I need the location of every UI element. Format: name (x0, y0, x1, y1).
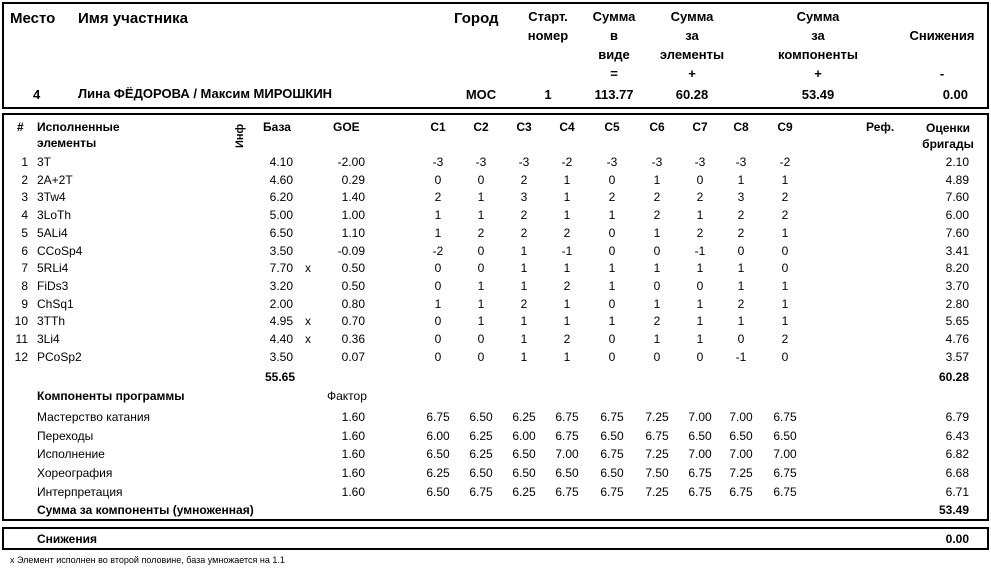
element-base: 4.10 (269, 155, 293, 169)
element-num: 3 (21, 190, 28, 205)
component-judge-score: 6.75 (555, 428, 579, 443)
component-judge-score: 6.75 (773, 466, 797, 481)
component-judge-score: 7.50 (645, 466, 669, 481)
component-judge-score: 7.00 (729, 410, 753, 424)
component-judge-score: 6.50 (469, 466, 493, 481)
component-judge-score: 6.75 (555, 484, 579, 499)
element-judge-score: 0 (781, 243, 789, 258)
component-factor: 1.60 (341, 410, 365, 424)
component-judge-score: 6.50 (512, 466, 536, 481)
element-judge-score: 2 (563, 278, 571, 293)
element-judge-score: 1 (653, 225, 661, 240)
element-name: CCoSp4 (37, 243, 83, 258)
element-judge-score: 0 (477, 332, 485, 346)
element-name: 5RLi4 (37, 261, 69, 276)
element-judge-score: 2 (520, 208, 528, 223)
element-judge-score: 1 (563, 190, 571, 205)
judge-header-8: С8 (733, 120, 749, 134)
element-judge-score: 0 (696, 172, 704, 187)
element-judge-score: 2 (608, 190, 616, 205)
element-goe: 0.29 (341, 172, 365, 187)
element-goe: 1.10 (341, 225, 365, 240)
element-judge-score: -1 (561, 243, 573, 258)
element-judge-score: 2 (781, 190, 789, 205)
components-total-label: Сумма за компоненты (умноженная) (37, 503, 254, 517)
component-judge-score: 7.25 (645, 484, 669, 499)
col-city-header: Город (454, 10, 499, 27)
element-judge-score: 1 (696, 332, 704, 346)
element-judge-score: 2 (737, 208, 745, 223)
element-judge-score: 0 (434, 261, 442, 276)
element-goe: -2.00 (337, 155, 365, 169)
element-judge-score: -3 (694, 155, 706, 169)
element-judge-score: 1 (696, 208, 704, 223)
element-judge-score: 0 (477, 172, 485, 187)
element-name: 3TTh (37, 314, 66, 329)
element-judge-score: 0 (653, 349, 661, 364)
element-name: 3Li4 (37, 332, 60, 346)
element-base: 6.20 (269, 190, 293, 205)
element-judge-score: 1 (434, 225, 442, 240)
element-panel-score: 7.60 (945, 190, 969, 205)
component-judge-score: 6.25 (512, 484, 536, 499)
element-judge-score: 1 (520, 349, 528, 364)
element-goe: 0.36 (341, 332, 365, 346)
element-judge-score: 2 (520, 172, 528, 187)
component-judge-score: 7.00 (555, 447, 579, 462)
element-judge-score: -3 (651, 155, 663, 169)
component-judge-score: 6.50 (512, 447, 536, 462)
element-judge-score: 3 (737, 190, 745, 205)
col-place-header: Место (10, 10, 56, 27)
component-judge-score: 6.50 (600, 466, 624, 481)
judge-header-4: С4 (559, 120, 575, 134)
deductions-value: 0.00 (945, 532, 969, 546)
component-judge-score: 6.50 (469, 410, 493, 424)
element-name: PCoSp2 (37, 349, 82, 364)
component-judge-score: 7.00 (729, 447, 753, 462)
element-judge-score: 2 (696, 190, 704, 205)
element-judge-score: 1 (520, 243, 528, 258)
component-factor: 1.60 (341, 466, 365, 481)
element-goe: 0.70 (341, 314, 365, 329)
component-judge-score: 6.25 (512, 410, 536, 424)
element-judge-score: 1 (737, 172, 745, 187)
element-name: ChSq1 (37, 296, 74, 311)
element-base: 3.50 (269, 349, 293, 364)
element-judge-score: -1 (694, 243, 706, 258)
element-num: 4 (21, 208, 28, 223)
element-judge-score: 1 (520, 278, 528, 293)
component-judge-score: 7.00 (688, 410, 712, 424)
components-total-score: 53.49 (938, 503, 969, 517)
element-judge-score: 0 (608, 332, 616, 346)
component-judge-score: 6.00 (512, 428, 536, 443)
element-judge-score: 0 (696, 278, 704, 293)
element-judge-score: 1 (653, 261, 661, 276)
element-name: FiDs3 (37, 278, 69, 293)
element-goe: 0.50 (341, 261, 365, 276)
judge-header-6: С6 (649, 120, 665, 134)
element-judge-score: 0 (434, 172, 442, 187)
competitor-city: МОС (465, 87, 497, 102)
element-judge-score: 1 (696, 261, 704, 276)
element-judge-score: 1 (563, 349, 571, 364)
component-judge-score: 6.25 (469, 447, 493, 462)
element-judge-score: -3 (735, 155, 747, 169)
element-judge-score: 0 (434, 349, 442, 364)
component-judge-score: 6.50 (773, 428, 797, 443)
judge-header-7: С7 (692, 120, 708, 134)
elements-col-base: База (263, 120, 291, 134)
element-judge-score: 1 (737, 278, 745, 293)
element-judge-score: 2 (563, 332, 571, 346)
element-num: 5 (21, 225, 28, 240)
element-judge-score: -2 (432, 243, 444, 258)
component-judge-score: 6.25 (469, 428, 493, 443)
element-panel-score: 8.20 (945, 261, 969, 276)
component-panel-score: 6.71 (945, 484, 969, 499)
element-judge-score: 1 (520, 261, 528, 276)
component-judge-score: 7.00 (773, 447, 797, 462)
elements-col-panel: Оценки бригады (922, 121, 974, 151)
component-judge-score: 6.50 (426, 484, 450, 499)
element-judge-score: 1 (477, 208, 485, 223)
element-judge-score: 0 (608, 349, 616, 364)
element-name: 3LoTh (37, 208, 72, 223)
judge-header-2: С2 (473, 120, 489, 134)
element-judge-score: 1 (608, 314, 616, 329)
element-goe: 0.07 (341, 349, 365, 364)
element-judge-score: 2 (653, 314, 661, 329)
element-judge-score: -3 (475, 155, 487, 169)
element-judge-score: 0 (477, 243, 485, 258)
element-base: 4.60 (269, 172, 293, 187)
element-judge-score: 1 (563, 314, 571, 329)
element-base: 4.95 (269, 314, 293, 329)
component-factor: 1.60 (341, 428, 365, 443)
element-judge-score: 1 (781, 225, 789, 240)
element-judge-score: 3 (520, 190, 528, 205)
element-judge-score: 0 (696, 349, 704, 364)
competitor-deductions: 0.00 (942, 87, 968, 102)
element-judge-score: 1 (563, 296, 571, 311)
element-judge-score: 0 (737, 243, 745, 258)
element-judge-score: 1 (737, 314, 745, 329)
component-judge-score: 6.50 (729, 428, 753, 443)
competitor-name: Лина ФЁДОРОВА / Максим МИРОШКИН (78, 86, 333, 101)
judge-header-5: С5 (604, 120, 620, 134)
element-judge-score: 1 (563, 172, 571, 187)
element-judge-score: -2 (561, 155, 573, 169)
element-judge-score: 1 (477, 278, 485, 293)
component-judge-score: 6.50 (688, 428, 712, 443)
element-panel-score: 6.00 (945, 208, 969, 223)
component-judge-score: 6.75 (688, 484, 712, 499)
element-panel-score: 2.80 (945, 296, 969, 311)
component-judge-score: 6.50 (600, 428, 624, 443)
element-judge-score: -3 (432, 155, 444, 169)
element-num: 2 (21, 172, 28, 187)
element-base: 2.00 (269, 296, 293, 311)
component-name: Мастерство катания (37, 410, 151, 424)
element-judge-score: 1 (563, 208, 571, 223)
component-judge-score: 6.50 (555, 466, 579, 481)
element-judge-score: 0 (653, 278, 661, 293)
element-judge-score: -1 (735, 349, 747, 364)
deductions-box (2, 527, 989, 550)
element-judge-score: 2 (434, 190, 442, 205)
element-judge-score: 1 (520, 332, 528, 346)
element-judge-score: 0 (608, 172, 616, 187)
element-judge-score: 1 (696, 314, 704, 329)
element-panel-score: 4.76 (945, 332, 969, 346)
col-name-header: Имя участника (78, 10, 189, 27)
component-judge-score: 7.00 (688, 447, 712, 462)
element-judge-score: 1 (781, 296, 789, 311)
element-num: 6 (21, 243, 28, 258)
element-judge-score: 0 (608, 296, 616, 311)
col-start-header: Старт. номер (527, 9, 569, 43)
col-deductions-header: Снижения - (909, 28, 975, 81)
component-panel-score: 6.68 (945, 466, 969, 481)
col-elements-header: Сумма за элементы + (659, 9, 725, 81)
element-panel-score: 5.65 (945, 314, 969, 329)
element-judge-score: 2 (696, 225, 704, 240)
element-judge-score: 1 (563, 261, 571, 276)
component-name: Переходы (37, 428, 94, 443)
element-num: 12 (14, 349, 28, 364)
element-info: x (305, 314, 311, 329)
component-judge-score: 6.75 (688, 466, 712, 481)
competitor-elements: 60.28 (675, 87, 709, 102)
element-info: x (305, 261, 311, 276)
element-judge-score: 2 (563, 225, 571, 240)
component-factor: 1.60 (341, 484, 365, 499)
element-judge-score: 1 (781, 278, 789, 293)
judge-header-1: С1 (430, 120, 446, 134)
component-judge-score: 7.25 (645, 410, 669, 424)
element-num: 11 (15, 332, 28, 346)
element-num: 9 (21, 296, 28, 311)
components-factor-header: Фактор (327, 389, 367, 403)
elements-col-goe: GOE (333, 120, 360, 134)
element-judge-score: 2 (737, 225, 745, 240)
element-base: 3.20 (269, 278, 293, 293)
element-judge-score: 0 (434, 278, 442, 293)
element-num: 8 (21, 278, 28, 293)
element-judge-score: 1 (737, 261, 745, 276)
element-judge-score: 1 (477, 314, 485, 329)
element-panel-score: 4.89 (945, 172, 969, 187)
component-factor: 1.60 (341, 447, 365, 462)
element-goe: 1.40 (341, 190, 365, 205)
element-judge-score: 2 (520, 225, 528, 240)
element-base: 4.40 (269, 332, 293, 346)
element-base: 5.00 (269, 208, 293, 223)
competitor-components: 53.49 (801, 87, 835, 102)
element-judge-score: 1 (653, 332, 661, 346)
component-judge-score: 6.25 (426, 466, 450, 481)
element-judge-score: 1 (477, 296, 485, 311)
judge-header-3: С3 (516, 120, 532, 134)
component-judge-score: 6.75 (600, 410, 624, 424)
element-judge-score: 1 (608, 208, 616, 223)
element-judge-score: 1 (434, 208, 442, 223)
deductions-label: Снижения (37, 532, 97, 546)
element-info: x (305, 332, 311, 346)
element-base: 3.50 (269, 243, 293, 258)
element-judge-score: 0 (608, 243, 616, 258)
judge-header-9: С9 (777, 120, 793, 134)
element-name: 5ALi4 (37, 225, 68, 240)
element-judge-score: -3 (518, 155, 530, 169)
element-judge-score: 0 (653, 243, 661, 258)
element-judge-score: 2 (781, 332, 789, 346)
element-base: 6.50 (269, 225, 293, 240)
element-panel-score: 7.60 (945, 225, 969, 240)
elements-col-ref: Реф. (866, 120, 895, 134)
element-judge-score: 0 (781, 261, 789, 276)
component-judge-score: 6.75 (469, 484, 493, 499)
component-name: Исполнение (37, 447, 105, 462)
element-num: 1 (21, 155, 28, 169)
element-judge-score: 1 (781, 314, 789, 329)
components-title: Компоненты программы (37, 389, 185, 403)
element-judge-score: 1 (434, 296, 442, 311)
element-judge-score: 1 (608, 278, 616, 293)
component-judge-score: 6.50 (426, 447, 450, 462)
element-judge-score: 1 (520, 314, 528, 329)
component-judge-score: 7.25 (729, 466, 753, 481)
element-judge-score: 2 (653, 190, 661, 205)
element-goe: 0.50 (341, 278, 365, 293)
elements-col-num: # (17, 120, 24, 134)
component-name: Хореография (37, 466, 113, 481)
element-judge-score: 0 (434, 314, 442, 329)
component-judge-score: 7.25 (645, 447, 669, 462)
element-panel-score: 3.70 (945, 278, 969, 293)
element-judge-score: 0 (737, 332, 745, 346)
col-total-header: Сумма в виде = (592, 9, 636, 81)
element-judge-score: 1 (653, 296, 661, 311)
element-judge-score: -2 (779, 155, 791, 169)
competitor-place: 4 (33, 87, 41, 102)
element-num: 10 (14, 314, 28, 329)
element-panel-score: 3.41 (945, 243, 969, 258)
elements-col-info: Инф (234, 123, 246, 148)
elements-col-executed: Исполненные элементы (37, 120, 120, 150)
element-goe: 0.80 (341, 296, 365, 311)
element-name: 3Tw4 (37, 190, 66, 205)
element-judge-score: 2 (653, 208, 661, 223)
element-base: 7.70 (269, 261, 293, 276)
element-judge-score: 1 (477, 190, 485, 205)
component-judge-score: 6.75 (555, 410, 579, 424)
element-judge-score: 0 (477, 261, 485, 276)
element-name: 3T (37, 155, 52, 169)
element-judge-score: 1 (608, 261, 616, 276)
element-goe: 1.00 (341, 208, 365, 223)
element-judge-score: 0 (608, 225, 616, 240)
element-judge-score: 0 (434, 332, 442, 346)
component-judge-score: 6.75 (645, 428, 669, 443)
footnote: x Элемент исполнен во второй половине, база умножается на 1.1 (10, 555, 285, 565)
component-panel-score: 6.43 (945, 428, 969, 443)
elements-total-base: 55.65 (264, 370, 295, 384)
elements-total-score: 60.28 (938, 370, 969, 384)
component-name: Интерпретация (37, 484, 123, 499)
element-judge-score: 1 (781, 172, 789, 187)
element-judge-score: 2 (477, 225, 485, 240)
element-panel-score: 3.57 (945, 349, 969, 364)
element-judge-score: 2 (781, 208, 789, 223)
component-panel-score: 6.82 (945, 447, 969, 462)
element-judge-score: 0 (781, 349, 789, 364)
element-num: 7 (21, 261, 28, 276)
element-panel-score: 2.10 (945, 155, 969, 169)
component-judge-score: 6.75 (426, 410, 450, 424)
component-judge-score: 6.75 (773, 410, 797, 424)
element-judge-score: 1 (653, 172, 661, 187)
element-name: 2A+2T (37, 172, 73, 187)
col-components-header: Сумма за компоненты + (778, 9, 858, 81)
component-judge-score: 6.75 (600, 484, 624, 499)
element-goe: -0.09 (337, 243, 365, 258)
element-judge-score: 1 (696, 296, 704, 311)
element-judge-score: 2 (737, 296, 745, 311)
competitor-total: 113.77 (594, 87, 634, 102)
element-judge-score: 2 (520, 296, 528, 311)
component-judge-score: 6.75 (773, 484, 797, 499)
element-judge-score: -3 (606, 155, 618, 169)
component-judge-score: 6.75 (729, 484, 753, 499)
element-judge-score: 0 (477, 349, 485, 364)
component-judge-score: 6.75 (600, 447, 624, 462)
component-panel-score: 6.79 (945, 410, 969, 424)
component-judge-score: 6.00 (426, 428, 450, 443)
competitor-start-no: 1 (544, 87, 552, 102)
